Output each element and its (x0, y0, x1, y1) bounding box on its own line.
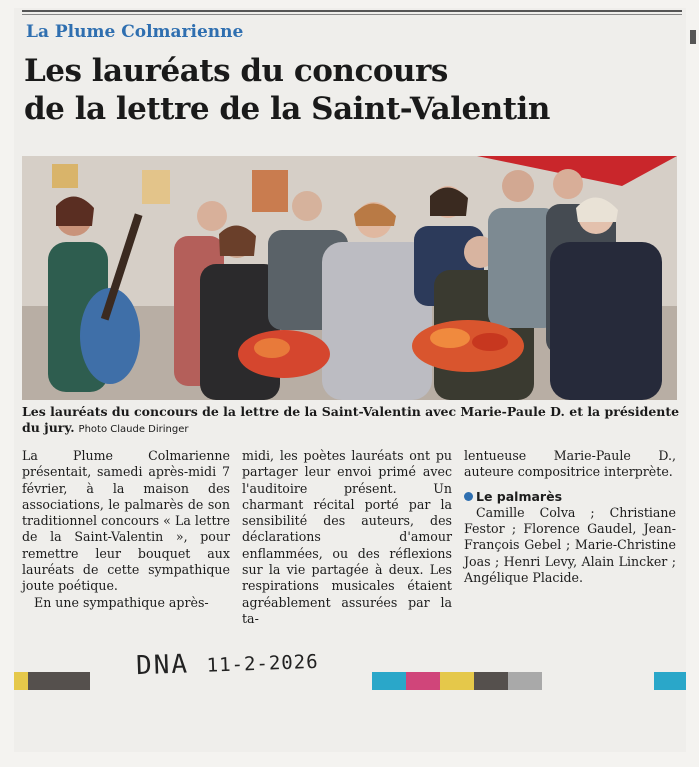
photo-caption (22, 404, 682, 438)
scan-edge-mark (690, 30, 696, 44)
palmares-title: Le palmarès (476, 488, 563, 504)
registration-bar-yellow (440, 672, 474, 690)
article-paragraph: La Plume Colmarienne présentait, samedi après-midi 7 février, à la maison des associations, le palmarès de son traditionnel concours « La lettre de la Saint-Valentin », pour remettre leur bouquet aux lauréats de cette sympathique joute poétique. (22, 448, 230, 594)
handwritten-source: DNA (135, 649, 190, 682)
article-column-3 (464, 448, 676, 586)
newspaper-clipping (14, 8, 686, 752)
headline-line-2: de la lettre de la Saint-Valentin (24, 91, 550, 127)
group-photo-illustration (22, 156, 677, 400)
palmares-heading (464, 489, 676, 505)
article-paragraph: lentueuse Marie-Paule D., auteure compositrice interprète. (464, 448, 676, 480)
registration-bar-dark (474, 672, 508, 690)
registration-bar-magenta (406, 672, 440, 690)
headline-line-1: Les lauréats du concours (24, 53, 448, 89)
photo-credit: Photo Claude Diringer (78, 424, 189, 435)
registration-bar-cyan (654, 672, 686, 690)
handwritten-annotation (136, 645, 320, 681)
registration-bar-yellow (14, 672, 28, 690)
group-photo (22, 156, 677, 400)
article-paragraph: midi, les poètes lauréats ont pu partager leur envoi primé avec l'auditoire présent. Un charmant récital porté par la sensibilité des auteurs, des déclarations d'amour enflammées, ou des réflexions sur la vie partagée à deux. Les respirations musicales étaient agréablement assurées par la ta- (242, 448, 452, 626)
article-column-2 (242, 448, 452, 627)
registration-bar-dark (28, 672, 90, 690)
palmares-list: Camille Colva ; Christiane Festor ; Florence Gaudel, Jean-François Gebel ; Marie-Christine Joas ; Henri Levy, Alain Lincker ; Angélique Placide. (464, 504, 676, 586)
handwritten-date: 11-2-2026 (206, 650, 319, 677)
article-paragraph: En une sympathique après- (34, 594, 209, 610)
section-kicker: La Plume Colmarienne (26, 22, 244, 42)
registration-bar-cyan (372, 672, 406, 690)
top-rule-thin (22, 14, 682, 15)
article-column-1 (22, 448, 230, 611)
headline (24, 52, 550, 128)
registration-bar-gray (508, 672, 542, 690)
bullet-icon (464, 492, 473, 501)
top-rule (22, 10, 682, 12)
caption-text: Les lauréats du concours de la lettre de la Saint-Valentin avec Marie-Paule D. et la présidente du jury. (22, 404, 680, 435)
